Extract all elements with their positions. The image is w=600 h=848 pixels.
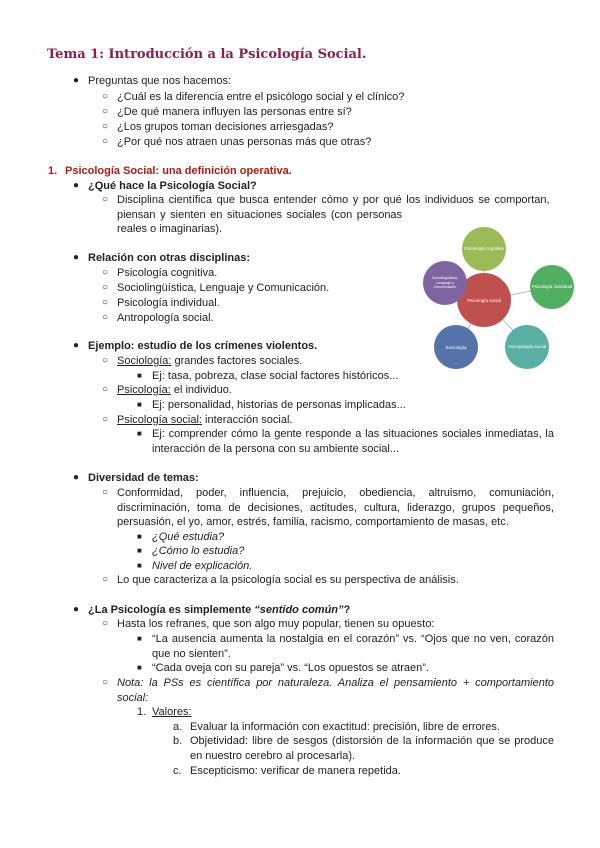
circle-bullet-icon: ○ [102, 297, 109, 308]
disciplines-diagram [420, 225, 590, 375]
bullet-icon: ● [73, 472, 80, 483]
question: ¿De qué manera influyen las personas entre sí? [117, 106, 352, 118]
bullet-icon: ● [73, 180, 80, 191]
square-bullet-icon: ■ [137, 371, 142, 380]
valor-item: Evaluar la información con exactitud: precisión, libre de errores. [190, 721, 500, 733]
heading-ejemplo: Ejemplo: estudio de los crímenes violentos. [88, 340, 318, 352]
valor-item: Escepticismo: verificar de manera repetida. [190, 765, 401, 777]
section-title: Psicología Social: una definición operativa. [65, 165, 292, 177]
circle-bullet-icon: ○ [102, 677, 109, 688]
definition-line: Disciplina científica que busca entender cómo y por qué los individuos se comportan, [117, 194, 550, 206]
heading-sentido-comun [88, 603, 350, 618]
refranes-text: Hasta los refranes, que son algo muy popular, tienen su opuesto: [117, 618, 435, 630]
definition-line: reales o imaginarias). [117, 223, 223, 235]
square-bullet-icon: ■ [137, 663, 142, 672]
square-bullet-icon: ■ [137, 561, 142, 570]
square-bullet-icon: ■ [137, 429, 142, 438]
bullet-icon: ● [73, 604, 80, 615]
list-number: 1. [137, 706, 147, 718]
node-antropologia [505, 325, 549, 369]
label: Sociología: [117, 355, 172, 367]
bullet-icon: ● [73, 340, 80, 351]
nota-text: Nota: la PSs es científica por naturaleza. Analiza el pensamiento + comportamiento social: [117, 677, 554, 704]
heading-part: ? [343, 604, 351, 616]
heading-part: ¿La Psicología es simplemente [88, 604, 255, 616]
circle-bullet-icon: ○ [102, 618, 109, 629]
circle-bullet-icon: ○ [102, 487, 109, 498]
discipline-item: Psicología cognitiva. [117, 267, 218, 279]
refran: “La ausencia aumenta la nostalgia en el corazón” vs. “Ojos que no ven, corazón que no sienten”. [152, 633, 554, 660]
bullet-icon: ● [73, 252, 80, 263]
text: interacción social. [202, 414, 293, 426]
label: Psicología social: [117, 414, 202, 426]
question: ¿Los grupos toman decisiones arriesgadas? [117, 121, 334, 133]
intro-label: Preguntas que nos hacemos: [88, 75, 232, 87]
refran: “Cada oveja con su pareja” vs. “Los opuestos se atraen”. [152, 662, 429, 674]
question: ¿Cuál es la diferencia entre el psicólogo social y el clínico? [117, 91, 405, 103]
discipline-item: Psicología individual. [117, 297, 220, 309]
topic-question: ¿Qué estudia? [152, 531, 225, 543]
circle-bullet-icon: ○ [102, 267, 109, 278]
node-label: Antropología social [507, 344, 547, 349]
square-bullet-icon: ■ [137, 400, 142, 409]
bullet-icon: ● [73, 75, 80, 86]
question: ¿Por qué nos atraen unas personas más que otras? [117, 136, 372, 148]
node-individual [530, 265, 574, 309]
square-bullet-icon: ■ [137, 546, 142, 555]
square-bullet-icon: ■ [137, 532, 142, 541]
topics-text: Conformidad, poder, influencia, prejuicio, obediencia, altruismo, comuniación, discriminación, toma de decisiones, actitudes, cultura, liderazgo, grupos pequeños, persuasión, el yo, amor, estrés, familia, racismo, comportamiento de masas, etc. [117, 487, 554, 529]
list-letter: a. [173, 721, 183, 733]
circle-bullet-icon: ○ [102, 106, 109, 117]
circle-bullet-icon: ○ [102, 282, 109, 293]
text: el individuo. [170, 384, 232, 396]
heading-que-hace: ¿Qué hace la Psicología Social? [88, 180, 257, 192]
example-detail: Ej: personalidad, historias de personas implicadas... [152, 399, 406, 411]
node-sociologia [434, 325, 478, 369]
heading-emphasis: “sentido común” [254, 604, 344, 616]
node-cognitiva [462, 227, 506, 271]
example-sociologia [117, 354, 302, 369]
circle-bullet-icon: ○ [102, 121, 109, 132]
circle-bullet-icon: ○ [102, 355, 109, 366]
circle-bullet-icon: ○ [102, 194, 109, 205]
heading-relacion: Relación con otras disciplinas: [88, 252, 250, 264]
example-detail: Ej: tasa, pobreza, clase social factores históricos... [152, 370, 399, 382]
example-psicologia [117, 383, 232, 398]
perspectiva-text: Lo que caracteriza a la psicología social es su perspectiva de análisis. [117, 574, 459, 586]
heading-diversidad: Diversidad de temas: [88, 472, 199, 484]
node-label: Psicología individual [531, 284, 573, 289]
discipline-item: Sociolingüística, Lenguaje y Comunicación. [117, 282, 330, 294]
valor-item: Objetividad: libre de sesgos (distorsión de la información que se produce en nuestro cerebro al procesarla). [190, 735, 554, 762]
topic-question: Nivel de explicación. [152, 560, 253, 572]
circle-bullet-icon: ○ [102, 312, 109, 323]
list-letter: c. [173, 765, 182, 777]
circle-bullet-icon: ○ [102, 91, 109, 102]
example-detail: Ej: comprender cómo la gente responde a las situaciones sociales inmediatas, la interacción de la persona con su ambiente social... [152, 428, 554, 455]
node-sociolinguistica [423, 261, 467, 305]
node-label: Sociología [445, 345, 467, 350]
circle-bullet-icon: ○ [102, 414, 109, 425]
discipline-item: Antropología social. [117, 312, 214, 324]
topic-question: ¿Cómo lo estudia? [152, 545, 245, 557]
node-label: Sociolingüística, Lenguaje y Comunicación [432, 276, 458, 290]
square-bullet-icon: ■ [137, 634, 142, 643]
label: Psicología: [117, 384, 171, 396]
text: grandes factores sociales. [171, 355, 303, 367]
circle-bullet-icon: ○ [102, 384, 109, 395]
node-label: Psicología cognitiva [464, 246, 504, 251]
definition-line: piensan y sienten en situaciones sociales (con personas [117, 209, 403, 221]
circle-bullet-icon: ○ [102, 574, 109, 585]
circle-bullet-icon: ○ [102, 136, 109, 147]
valores-label: Valores: [152, 706, 192, 718]
list-letter: b. [173, 735, 183, 747]
section-number: 1. [48, 165, 58, 177]
page-title: Tema 1: Introducción a la Psicología Social. [47, 47, 367, 62]
node-center-label: Psicología social [467, 298, 501, 303]
example-psicologia-social [117, 413, 293, 428]
